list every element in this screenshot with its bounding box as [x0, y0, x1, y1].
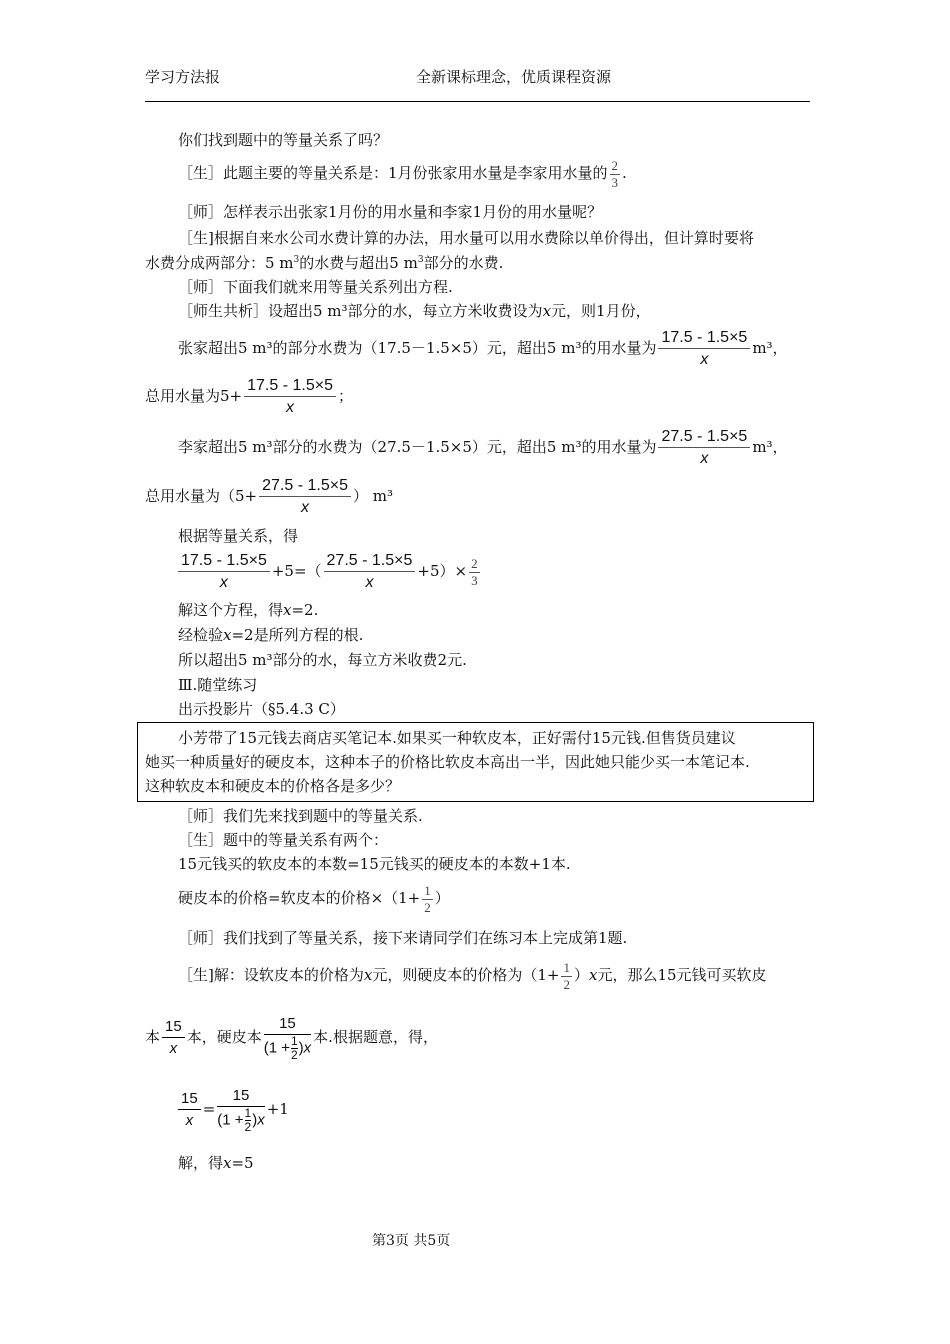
text-line: 你们找到题中的等量关系了吗？	[178, 131, 389, 149]
text-line: ［师］下面我们就来用等量关系列出方程.	[178, 278, 453, 296]
text-line: 张家超出5 m³的部分水费为（17.5－1.5×5）元，超出5 m³的用水量为 $\frac{17.5 - 1.5\times 5}{x}$ m³，	[178, 328, 788, 368]
text-line: ［生］此题主要的等量关系是：1月份张家用水量是李家用水量的 $\frac{2}{3}$ .	[178, 157, 627, 190]
text-line: ［师生共析］设超出5 m³部分的水，每立方米收费设为x元，则1月份，	[178, 302, 651, 320]
section-heading: Ⅲ.随堂练习	[178, 676, 258, 694]
text-line: 出示投影片（§5.4.3 C）	[178, 700, 345, 718]
text-line: 李家超出5 m³部分的水费为（27.5－1.5×5）元，超出5 m³的用水量为 $\frac{27.5 - 1.5\times 5}{x}$ m³，	[178, 427, 788, 467]
text-line: 总用水量为（5+ $\frac{27.5 - 1.5\times 5}{x}$ ） m³	[145, 476, 393, 516]
text-line: 水费分成两部分：5 $m^3$的水费与超出5 $m^3$部分的水费.	[145, 254, 504, 272]
text-line: ［师］怎样表示出张家1月份的用水量和李家1月份的用水量呢？	[178, 203, 603, 221]
text-line: 经检验x=2是所列方程的根.	[178, 626, 364, 644]
text-line: 解这个方程，得x=2.	[178, 601, 319, 619]
equation: $\frac{15}{x}$ = 15 (1 + $\frac{1}{2}$ )x +1	[176, 1077, 289, 1141]
text-line: 根据等量关系，得	[178, 527, 299, 545]
text-line: ［生]解：设软皮本的价格为x元，则硬皮本的价格为（1+ $\frac{1}{2}$ ）x元，那么15元钱可买软皮	[178, 959, 767, 992]
text-line: 所以超出5 m³部分的水，每立方米收费2元.	[178, 651, 467, 669]
problem-text: 她买一种质量好的硬皮本，这种本子的价格比软皮本高出一半，因此她只能少买一本笔记本.	[145, 753, 750, 771]
equation: $\frac{17.5 - 1.5\times 5}{x}$ +5=（ $\frac{27.5 - 1.5\times 5}{x}$ +5）× $\frac{2}{3}$	[176, 549, 482, 594]
text-line: ［生]根据自来水公司水费计算的办法，用水量可以用水费除以单价得出，但计算时要将	[178, 229, 754, 247]
text-line: ［师］我们先来找到题中的等量关系.	[178, 807, 423, 825]
header-rule	[145, 101, 810, 102]
header-left: 学习方法报	[145, 68, 221, 86]
text-line: ［师］我们找到了等量关系，接下来请同学们在练习本上完成第1题.	[178, 929, 628, 947]
text-line: 总用水量为5+ $\frac{17.5 - 1.5\times 5}{x}$ ；	[145, 376, 353, 416]
text-line: 硬皮本的价格=软皮本的价格×（1+ $\frac{1}{2}$ ）	[178, 882, 450, 915]
header-right: 全新课标理念，优质课程资源	[416, 68, 612, 86]
text-line: 15元钱买的软皮本的本数=15元钱买的硬皮本的本数+1本.	[178, 855, 571, 873]
problem-text: 这种软皮本和硬皮本的价格各是多少？	[145, 777, 401, 795]
text-line: 解，得x=5	[178, 1154, 254, 1172]
text-line: 本 $\frac{15}{x}$ 本，硬皮本 15 (1 + $\frac{1}{2}$ )x 本.根据题意，得，	[145, 1015, 438, 1062]
text-line: ［生］题中的等量关系有两个：	[178, 831, 389, 849]
problem-text: 小芳带了15元钱去商店买笔记本.如果买一种软皮本，正好需付15元钱.但售货员建议	[178, 729, 736, 747]
page-number: 第3页 共5页	[372, 1233, 451, 1249]
